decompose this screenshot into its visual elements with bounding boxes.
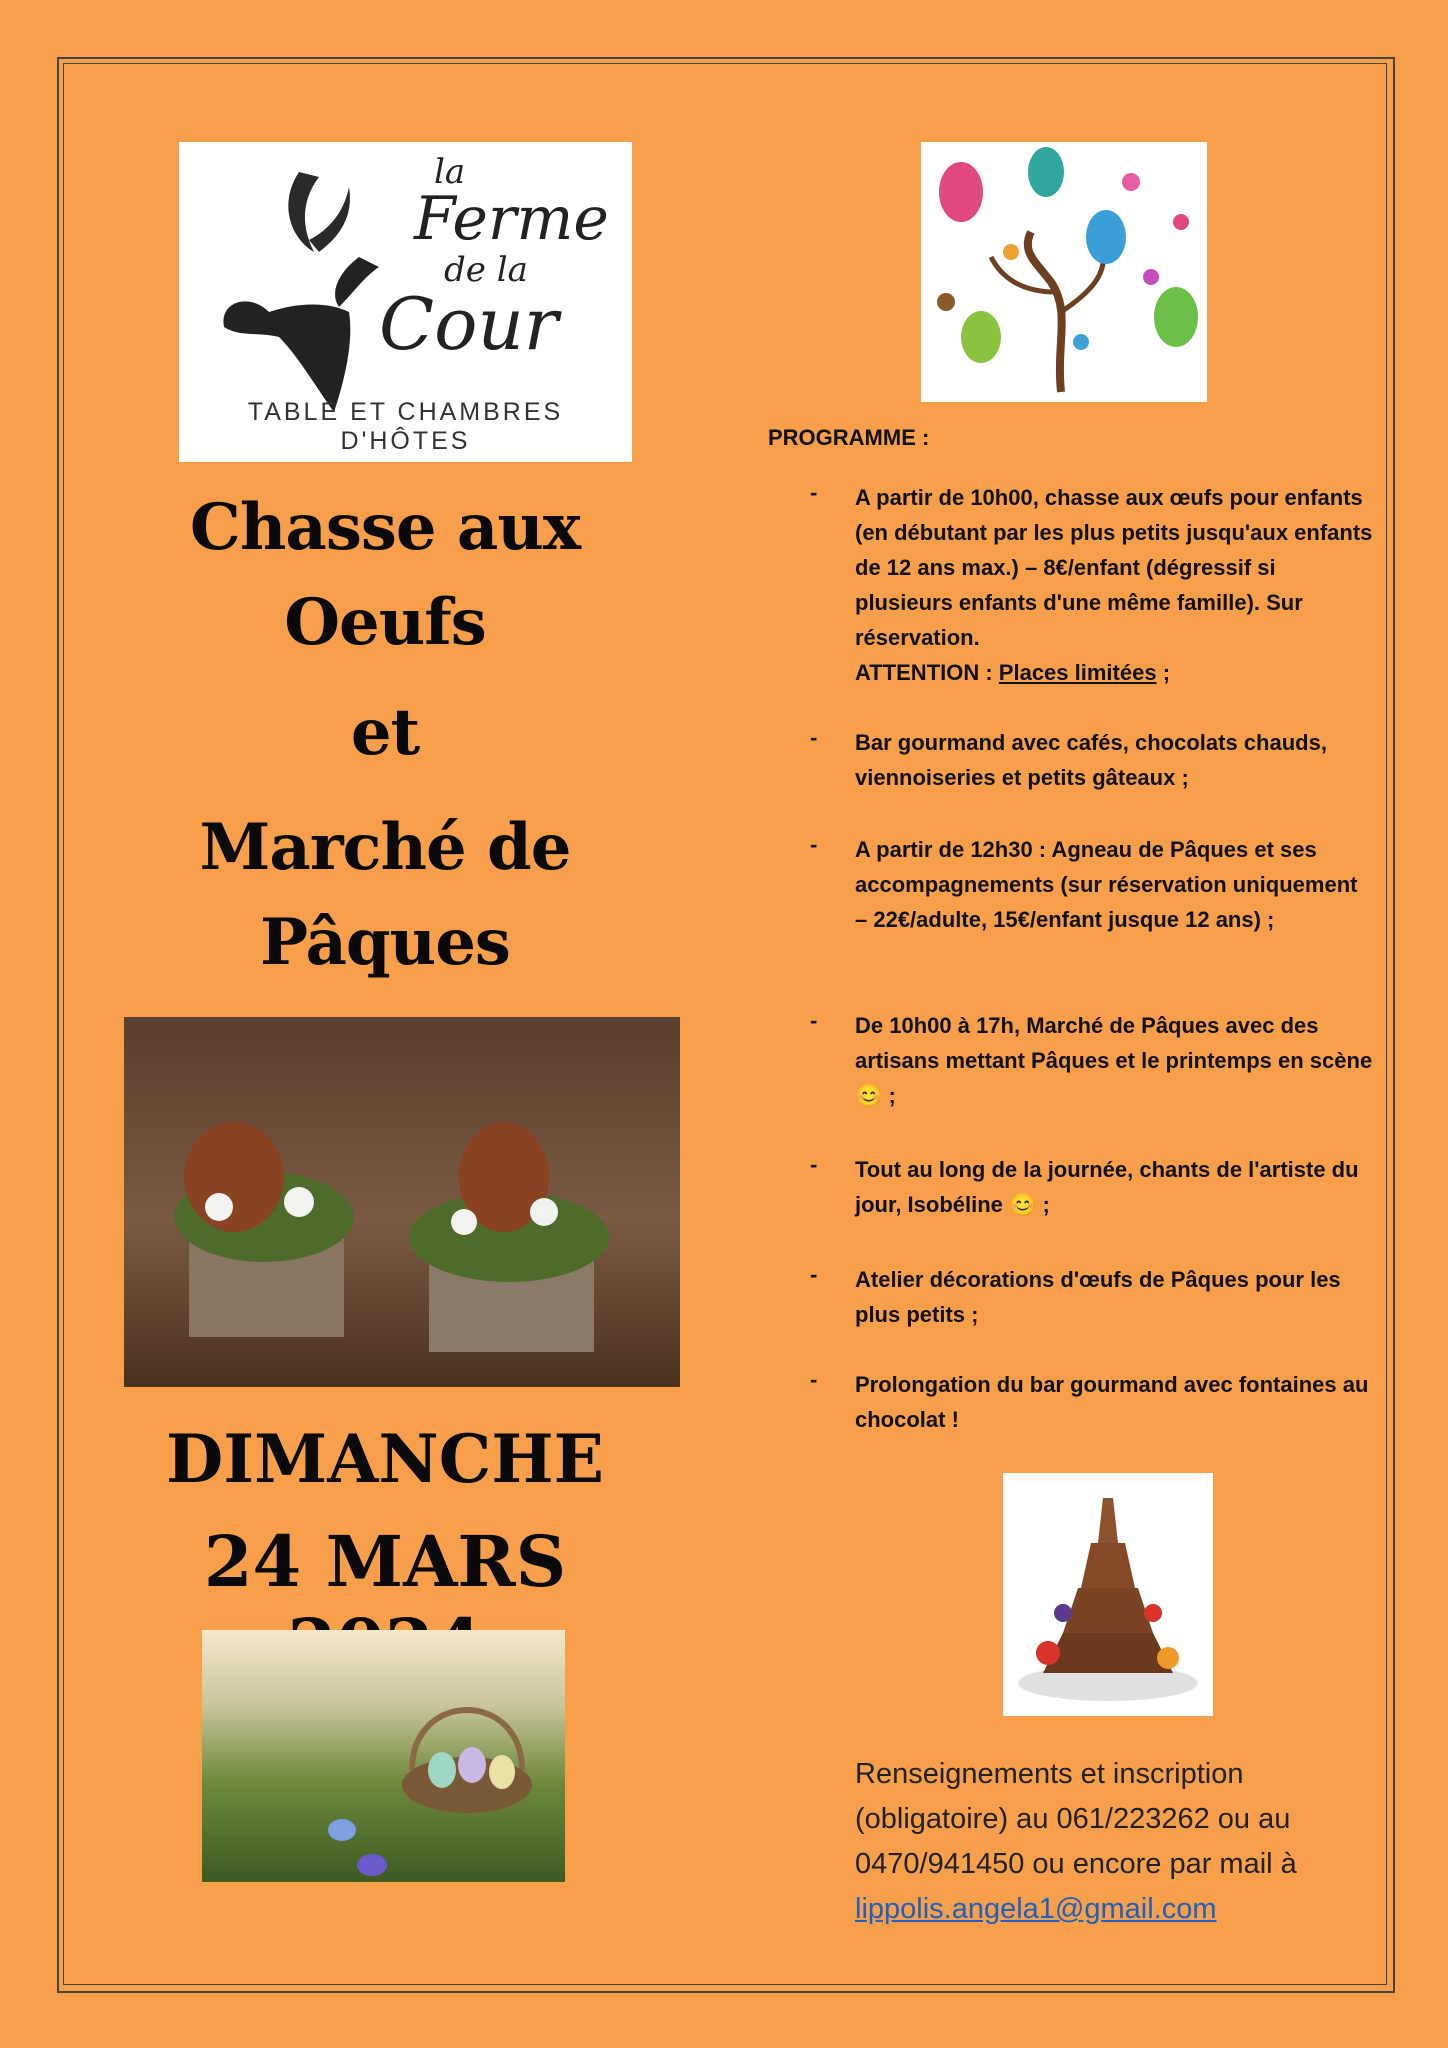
programme-item-1 [855,480,1375,690]
contact-email-link[interactable]: lippolis.angela1@gmail.com [855,1893,1217,1925]
chocolate-fountain-icon [1003,1473,1213,1716]
title-line-1: Chasse aux [189,490,581,565]
programme-item-6: Atelier décorations d'œufs de Pâques pour les plus petits ; [855,1267,1341,1327]
title-line-5: Pâques [260,905,510,980]
list-bullet: - [810,725,818,750]
bunny-decoration-photo [124,1017,680,1387]
logo-cour: Cour [379,282,559,366]
programme-item-3: A partir de 12h30 : Agneau de Pâques et ses accompagnements (sur réservation uniquement – 22€/adulte, 15€/enfant jusque 12 ans) ; [855,837,1358,932]
logo-la: la [434,152,466,192]
programme-item-text: Tout au long de la journée, chants de l'artiste du jour, Isobéline [855,1157,1359,1217]
title-line-4: Marché de [199,810,571,885]
smile-end: 😊 ; [1002,1192,1050,1217]
title-line-2: Oeufs [284,585,486,660]
egg-basket-photo [202,1630,565,1882]
logo-ferme-de-la-cour [179,142,632,462]
smile-end: 😊 ; [855,1083,896,1108]
programme-item-5 [855,1152,1375,1222]
attention-label: ATTENTION : [855,660,999,685]
logo-de-la: de la [444,250,528,290]
logo-subtitle: TABLE ET CHAMBRES D'HÔTES [247,398,564,455]
egg-basket-icon [202,1630,565,1882]
list-bullet: - [810,832,818,857]
contact-text: Renseignements et inscription (obligatoire) au 061/223262 ou au 0470/941450 ou encore par mail à [855,1758,1297,1880]
places-limitees: Places limitées [998,660,1157,685]
easter-tree-image [921,142,1207,402]
event-date: 24 MARS [203,1520,567,1603]
list-bullet: - [810,1152,818,1177]
chocolate-fountain-image [1003,1473,1213,1716]
title-line-3: et [350,695,420,770]
contact-info [855,1752,1375,1932]
programme-heading: PROGRAMME : [768,425,930,450]
easter-egg-tree-icon [921,142,1207,402]
programme-item-4 [855,1008,1375,1113]
programme-item-2: Bar gourmand avec cafés, chocolats chauds, viennoiseries et petits gâteaux ; [855,730,1327,790]
event-day: DIMANCHE [166,1420,604,1498]
attention-end: ; [1156,660,1171,685]
bunny-planter-icon [124,1017,680,1387]
list-bullet: - [810,480,818,505]
list-bullet: - [810,1008,818,1033]
logo-ferme: Ferme [414,184,609,254]
programme-item-text: A partir de 10h00, chasse aux œufs pour enfants (en débutant par les plus petits jusqu'aux enfants de 12 ans max.) – 8€/enfant (dégressif si plusieurs enfants d'une même famille). Sur réservation. [855,485,1373,650]
programme-item-text: De 10h00 à 17h, Marché de Pâques avec des artisans mettant Pâques et le printemps en scène [855,1013,1373,1073]
programme-item-7: Prolongation du bar gourmand avec fontaines au chocolat ! [855,1372,1369,1432]
list-bullet: - [810,1262,818,1287]
list-bullet: - [810,1367,818,1392]
